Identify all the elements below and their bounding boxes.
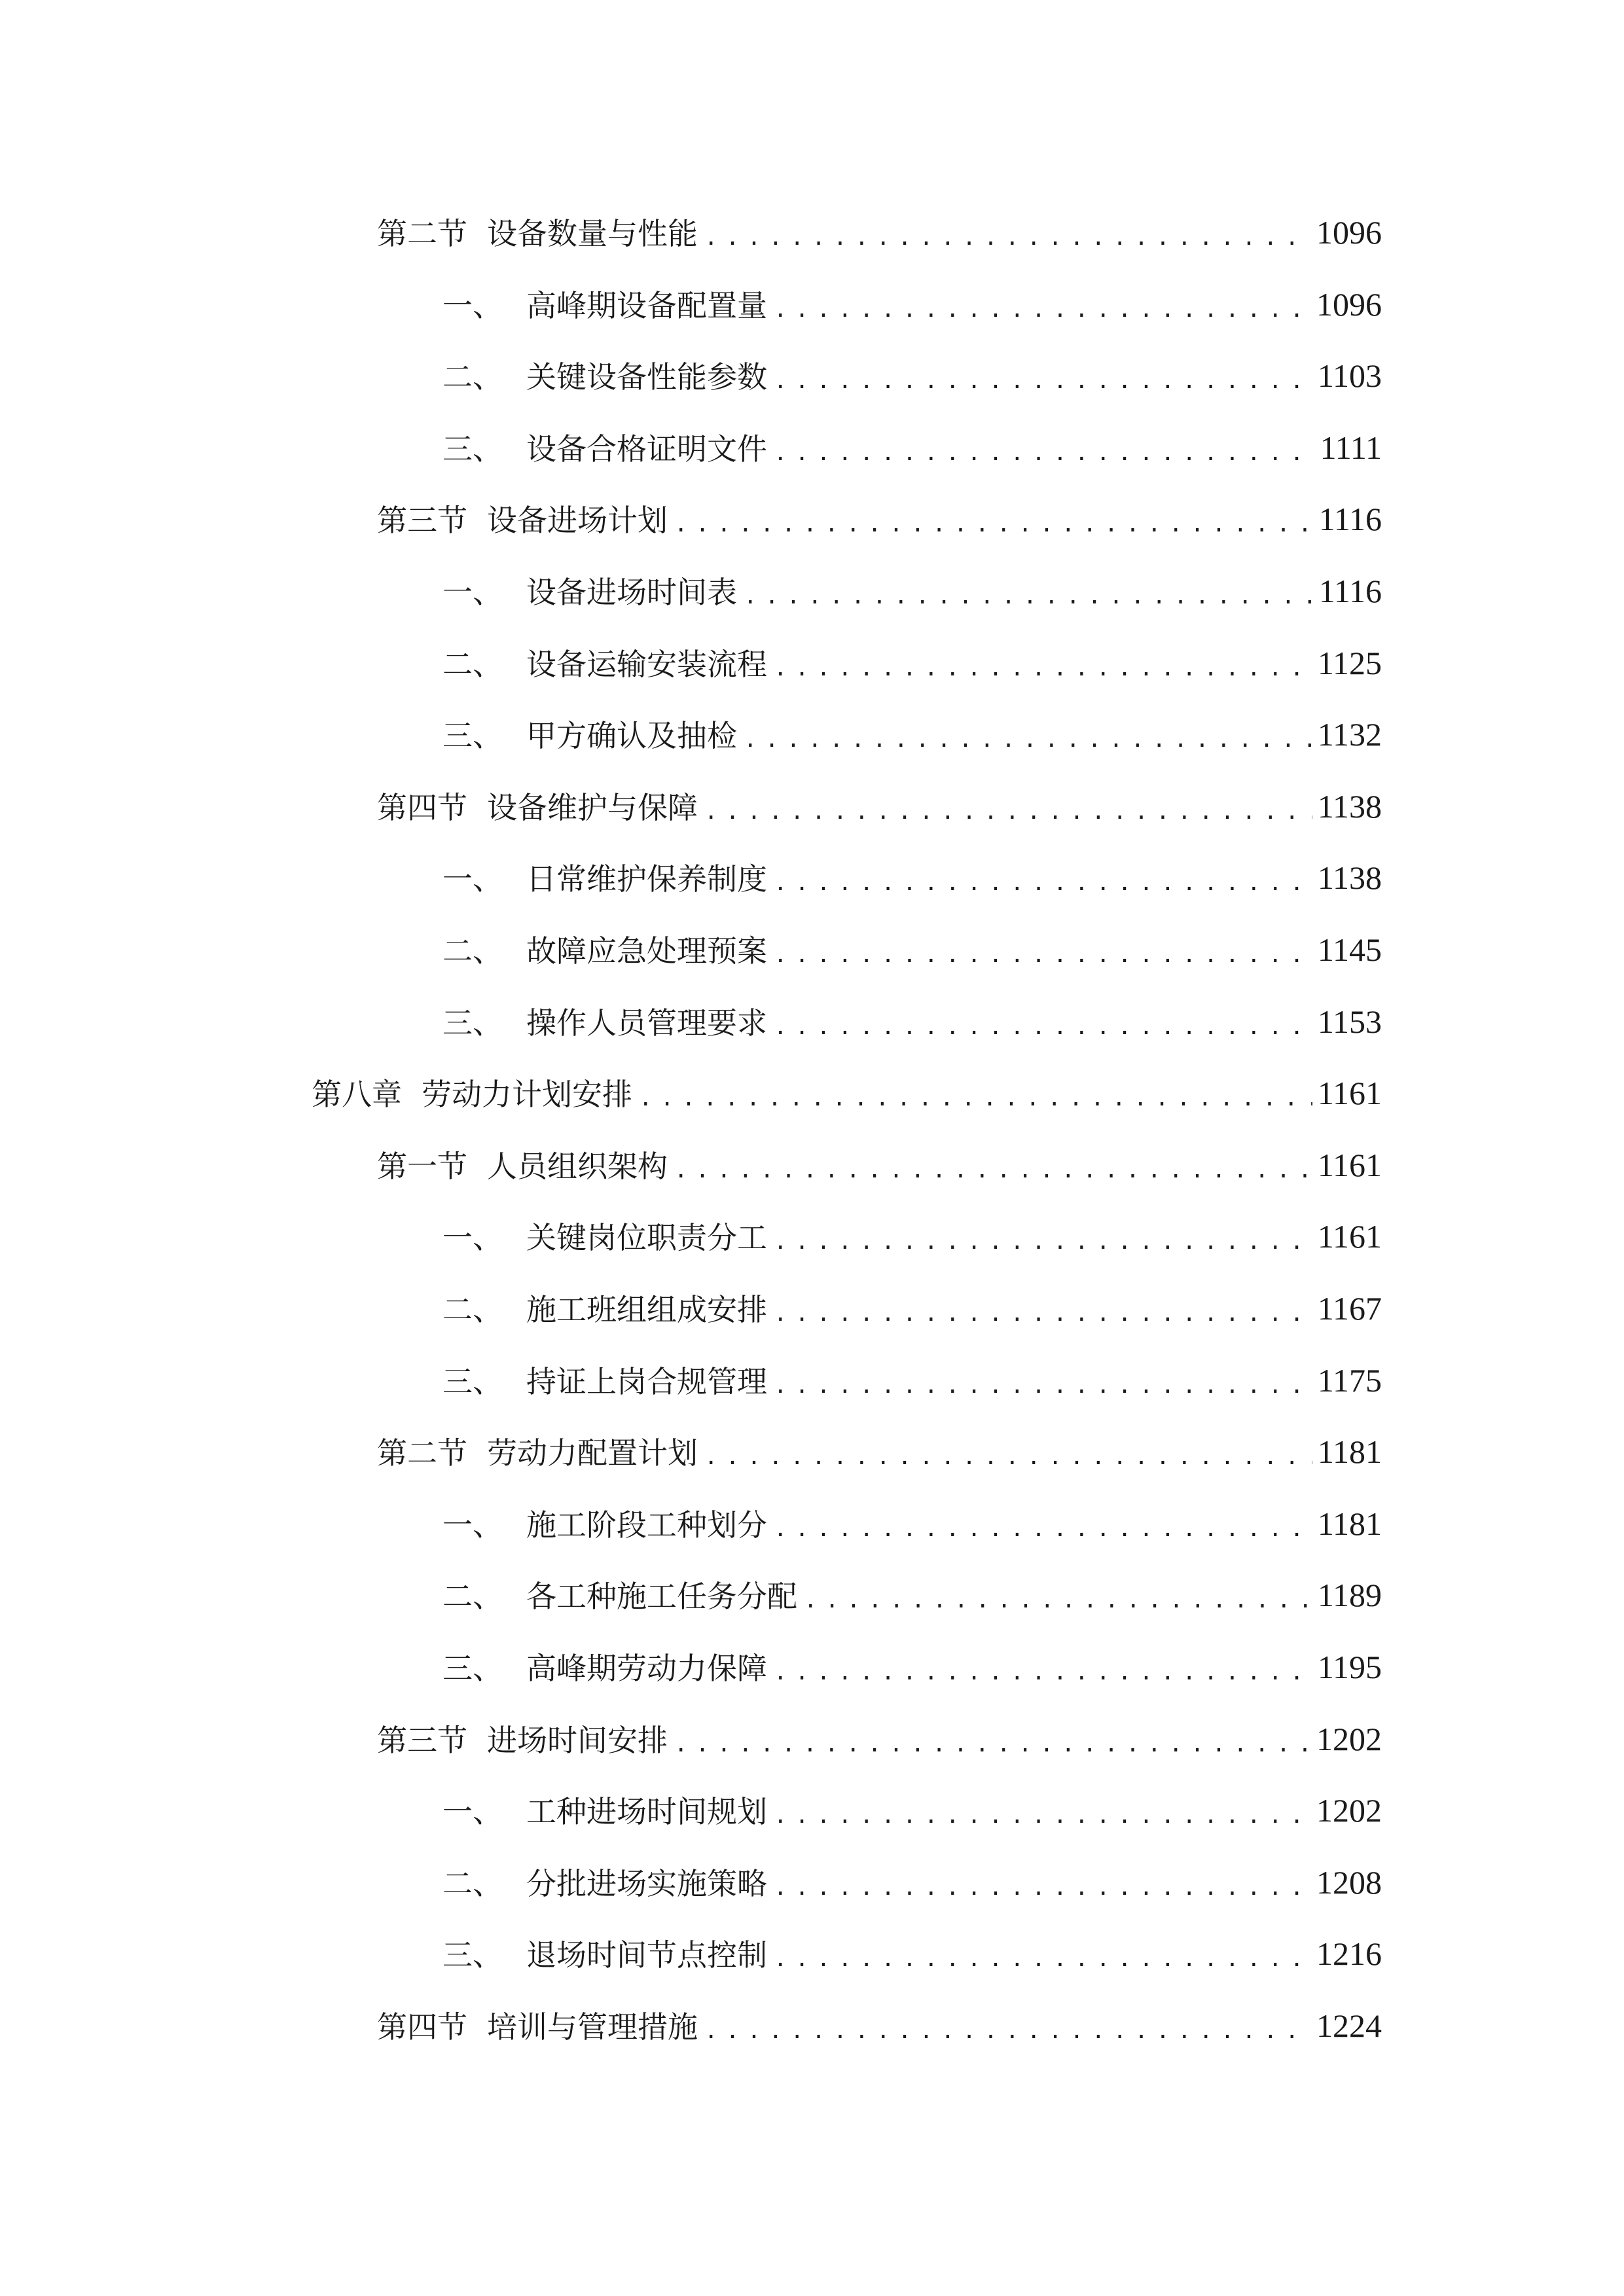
toc-entry-number: 第八章 bbox=[312, 1077, 402, 1112]
toc-entry-title: 关键岗位职责分工 bbox=[526, 1220, 767, 1255]
toc-entry-section[interactable] bbox=[377, 1409, 1382, 1471]
toc-entry-item[interactable] bbox=[442, 1552, 1382, 1614]
dot-leader bbox=[774, 1230, 1312, 1253]
toc-entry-title: 设备运输安装流程 bbox=[526, 647, 767, 682]
dot-leader bbox=[674, 1733, 1311, 1755]
toc-entry-title: 设备进场时间表 bbox=[526, 575, 737, 610]
dot-leader bbox=[804, 1589, 1312, 1611]
dot-leader bbox=[774, 1518, 1312, 1540]
toc-entry-item[interactable] bbox=[442, 1624, 1382, 1686]
toc-entry-section[interactable] bbox=[377, 764, 1382, 823]
toc-entry-title: 人员组织架构 bbox=[487, 1149, 668, 1184]
dot-leader bbox=[774, 1016, 1312, 1038]
toc-entry-item[interactable] bbox=[442, 548, 1382, 610]
toc-entry-title: 设备合格证明文件 bbox=[526, 431, 767, 467]
toc-entry-number: 三、 bbox=[442, 1651, 503, 1686]
toc-entry-number: 一、 bbox=[442, 288, 503, 323]
dot-leader bbox=[744, 585, 1314, 607]
toc-entry-page-number: 1161 bbox=[1317, 1075, 1382, 1111]
dot-leader bbox=[774, 1374, 1312, 1397]
dot-leader bbox=[704, 800, 1312, 823]
toc-entry-title: 设备维护与保障 bbox=[487, 790, 698, 825]
dot-leader bbox=[704, 226, 1311, 249]
toc-entry-title: 操作人员管理要求 bbox=[526, 1005, 767, 1041]
toc-entry-number: 二、 bbox=[442, 359, 503, 395]
toc-entry-title: 持证上岗合规管理 bbox=[526, 1364, 767, 1399]
toc-entry-item[interactable] bbox=[442, 1768, 1382, 1827]
dot-leader bbox=[774, 872, 1312, 894]
toc-entry-page-number: 1125 bbox=[1317, 645, 1382, 681]
toc-entry-number: 三、 bbox=[442, 1937, 503, 1973]
dot-leader bbox=[674, 1159, 1312, 1181]
toc-entry-number: 二、 bbox=[442, 1292, 503, 1327]
toc-entry-number: 第三节 bbox=[377, 1723, 467, 1758]
toc-entry-chapter[interactable] bbox=[312, 1050, 1382, 1112]
toc-entry-page-number: 1138 bbox=[1317, 859, 1382, 896]
toc-entry-number: 二、 bbox=[442, 933, 503, 969]
dot-leader bbox=[774, 1804, 1311, 1827]
toc-entry-number: 一、 bbox=[442, 575, 503, 610]
toc-entry-section[interactable] bbox=[377, 1696, 1382, 1758]
toc-entry-number: 三、 bbox=[442, 431, 503, 467]
dot-leader bbox=[774, 1661, 1312, 1683]
dot-leader bbox=[774, 1876, 1311, 1899]
toc-entry-title: 分批进场实施策略 bbox=[526, 1866, 767, 1901]
toc-entry-page-number: 1103 bbox=[1317, 357, 1382, 394]
toc-entry-title: 设备进场计划 bbox=[487, 503, 668, 538]
toc-entry-item[interactable] bbox=[442, 262, 1382, 321]
toc-entry-page-number: 1138 bbox=[1317, 788, 1382, 825]
toc-entry-section[interactable] bbox=[377, 1122, 1382, 1184]
toc-entry-title: 关键设备性能参数 bbox=[526, 359, 767, 395]
toc-entry-title: 施工班组组成安排 bbox=[526, 1292, 767, 1327]
dot-leader bbox=[704, 2020, 1311, 2042]
toc-entry-page-number: 1116 bbox=[1318, 501, 1382, 537]
dot-leader bbox=[774, 1302, 1312, 1325]
toc-entry-title: 故障应急处理预案 bbox=[526, 933, 767, 969]
toc-entry-page-number: 1175 bbox=[1317, 1362, 1382, 1399]
toc-entry-title: 进场时间安排 bbox=[487, 1723, 668, 1758]
toc-entry-number: 一、 bbox=[442, 1794, 503, 1829]
toc-entry-page-number: 1132 bbox=[1317, 716, 1382, 753]
dot-leader bbox=[744, 728, 1312, 751]
toc-entry-item[interactable] bbox=[442, 1194, 1382, 1253]
toc-entry-page-number: 1161 bbox=[1317, 1218, 1382, 1255]
toc-entry-page-number: 1167 bbox=[1317, 1290, 1382, 1327]
toc-entry-number: 一、 bbox=[442, 1220, 503, 1255]
toc-entry-number: 二、 bbox=[442, 1579, 503, 1614]
dot-leader bbox=[704, 1446, 1312, 1468]
toc-entry-page-number: 1096 bbox=[1316, 214, 1382, 251]
toc-entry-page-number: 1195 bbox=[1317, 1649, 1382, 1685]
dot-leader bbox=[774, 944, 1312, 966]
toc-entry-number: 三、 bbox=[442, 1364, 503, 1399]
dot-leader bbox=[774, 298, 1311, 321]
toc-entry-item[interactable] bbox=[442, 979, 1382, 1041]
toc-entry-number: 第二节 bbox=[377, 1435, 467, 1471]
toc-entry-title: 日常维护保养制度 bbox=[526, 861, 767, 897]
toc-entry-page-number: 1096 bbox=[1316, 286, 1382, 323]
toc-entry-number: 第三节 bbox=[377, 503, 467, 538]
dot-leader bbox=[774, 370, 1312, 392]
toc-entry-section[interactable] bbox=[377, 476, 1382, 538]
toc-entry-item[interactable] bbox=[442, 333, 1382, 395]
toc-entry-number: 三、 bbox=[442, 1005, 503, 1041]
toc-entry-page-number: 1181 bbox=[1317, 1433, 1382, 1470]
toc-entry-item[interactable] bbox=[442, 1338, 1382, 1397]
toc-entry-item[interactable] bbox=[442, 1481, 1382, 1543]
toc-entry-page-number: 1161 bbox=[1317, 1147, 1382, 1183]
toc-entry-item[interactable] bbox=[442, 620, 1382, 682]
toc-entry-title: 各工种施工任务分配 bbox=[526, 1579, 797, 1614]
toc-entry-title: 施工阶段工种划分 bbox=[526, 1507, 767, 1543]
toc-entry-page-number: 1202 bbox=[1316, 1721, 1382, 1757]
toc-entry-number: 第二节 bbox=[377, 216, 467, 251]
dot-leader bbox=[639, 1087, 1312, 1109]
toc-entry-item[interactable] bbox=[442, 692, 1382, 751]
toc-entry-item[interactable] bbox=[442, 405, 1382, 467]
toc-entry-number: 第四节 bbox=[377, 2009, 467, 2045]
toc-entry-page-number: 1181 bbox=[1317, 1505, 1382, 1542]
dot-leader bbox=[774, 1948, 1311, 1970]
toc-entry-section[interactable] bbox=[377, 190, 1382, 249]
toc-entry-page-number: 1145 bbox=[1317, 931, 1382, 968]
toc-entry-number: 第四节 bbox=[377, 790, 467, 825]
toc-entry-page-number: 1111 bbox=[1320, 429, 1382, 466]
toc-entry-page-number: 1189 bbox=[1317, 1577, 1382, 1613]
dot-leader bbox=[674, 513, 1314, 535]
toc-entry-number: 三、 bbox=[442, 718, 503, 753]
toc-entry-item[interactable] bbox=[442, 835, 1382, 897]
toc-entry-title: 劳动力计划安排 bbox=[422, 1077, 632, 1112]
toc-entry-item[interactable] bbox=[442, 907, 1382, 969]
toc-entry-title: 培训与管理措施 bbox=[487, 2009, 698, 2045]
toc-entry-item[interactable] bbox=[442, 1911, 1382, 1973]
dot-leader bbox=[774, 657, 1312, 679]
toc-entry-title: 退场时间节点控制 bbox=[526, 1937, 767, 1973]
toc-entry-page-number: 1116 bbox=[1318, 573, 1382, 609]
toc-entry-title: 工种进场时间规划 bbox=[526, 1794, 767, 1829]
dot-leader bbox=[774, 442, 1315, 464]
toc-entry-item[interactable] bbox=[442, 1266, 1382, 1325]
toc-entry-title: 劳动力配置计划 bbox=[487, 1435, 698, 1471]
toc-entry-page-number: 1153 bbox=[1317, 1003, 1382, 1040]
toc-entry-page-number: 1202 bbox=[1316, 1792, 1382, 1829]
toc-entry-title: 设备数量与性能 bbox=[487, 216, 698, 251]
toc-entry-page-number: 1224 bbox=[1316, 2007, 1382, 2044]
toc-entry-title: 甲方确认及抽检 bbox=[526, 718, 737, 753]
toc-entry-number: 一、 bbox=[442, 1507, 503, 1543]
toc-entry-title: 高峰期劳动力保障 bbox=[526, 1651, 767, 1686]
toc-entry-title: 高峰期设备配置量 bbox=[526, 288, 767, 323]
toc-entry-section[interactable] bbox=[377, 1983, 1382, 2045]
toc-entry-number: 二、 bbox=[442, 647, 503, 682]
toc-entry-number: 第一节 bbox=[377, 1149, 467, 1184]
toc-entry-number: 二、 bbox=[442, 1866, 503, 1901]
toc-entry-page-number: 1208 bbox=[1316, 1864, 1382, 1901]
toc-entry-number: 一、 bbox=[442, 861, 503, 897]
toc-entry-page-number: 1216 bbox=[1316, 1935, 1382, 1972]
toc-entry-item[interactable] bbox=[442, 1840, 1382, 1899]
